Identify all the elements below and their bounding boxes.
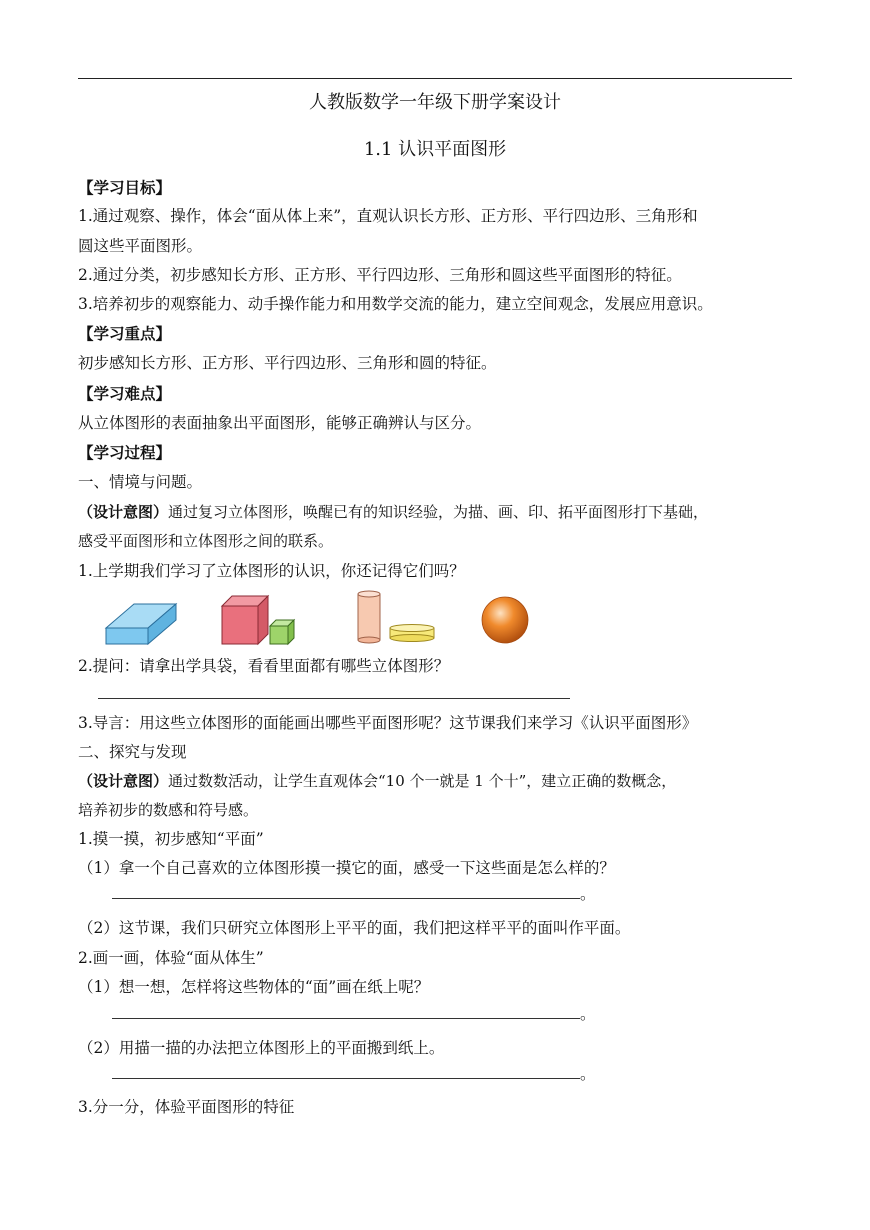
answer-blank-s2-2[interactable] xyxy=(112,1064,596,1084)
top-rule xyxy=(78,78,792,79)
design-note-1-line-b: 感受平面图形和立体图形之间的联系。 xyxy=(78,532,334,550)
answer-blank-q2[interactable] xyxy=(98,684,570,704)
step-1-item-1: （1）拿一个自己喜欢的立体图形摸一摸它的面，感受一下这些面是怎么样的？ xyxy=(78,859,615,877)
answer-blank-s1[interactable] xyxy=(112,884,596,904)
design-note-1-text-a: 通过复习立体图形，唤醒已有的知识经验，为描、画、印、拓平面图形打下基础， xyxy=(168,503,709,521)
step-2-item-1: （1）想一想，怎样将这些物体的“面”画在纸上呢？ xyxy=(78,978,430,996)
answer-line[interactable] xyxy=(112,884,580,899)
cuboid-icon xyxy=(106,604,176,644)
part-2-heading: 二、探究与发现 xyxy=(78,743,187,761)
answer-period: 。 xyxy=(580,1065,596,1083)
design-note-label: （设计意图） xyxy=(78,772,169,790)
design-note-2-line-a xyxy=(78,771,676,791)
key-points-heading: 【学习重点】 xyxy=(78,324,172,343)
design-note-label: （设计意图） xyxy=(78,503,169,521)
answer-blank-s2-1[interactable] xyxy=(112,1004,596,1024)
answer-period: 。 xyxy=(580,1005,596,1023)
cube-icon xyxy=(222,596,268,644)
goal-3: 3.培养初步的观察能力、动手操作能力和用数学交流的能力，建立空间观念，发展应用意识。 xyxy=(78,295,713,313)
question-3: 3.导言：用这些立体图形的面能画出哪些平面图形呢？这节课我们来学习《认识平面图形》 xyxy=(78,714,698,732)
step-3-heading: 3.分一分，体验平面图形的特征 xyxy=(78,1098,295,1116)
small-cube-icon xyxy=(270,620,294,644)
cylinder-icon xyxy=(358,591,380,643)
flat-cylinder-icon xyxy=(390,625,434,642)
step-1-heading: 1.摸一摸，初步感知“平面” xyxy=(78,830,264,848)
step-1-item-2: （2）这节课，我们只研究立体图形上平平的面，我们把这样平平的面叫作平面。 xyxy=(78,919,631,937)
process-heading: 【学习过程】 xyxy=(78,443,172,462)
design-note-2-text-a: 通过数数活动，让学生直观体会“10 个一就是 1 个十”，建立正确的数概念， xyxy=(168,772,677,790)
solid-figures-illustration xyxy=(100,588,560,650)
step-2-heading: 2.画一画，体验“面从体生” xyxy=(78,949,264,967)
sphere-icon xyxy=(482,597,528,643)
question-2: 2.提问：请拿出学具袋，看看里面都有哪些立体图形？ xyxy=(78,657,450,675)
goals-heading: 【学习目标】 xyxy=(78,178,172,197)
step-2-item-2: （2）用描一描的办法把立体图形上的平面搬到纸上。 xyxy=(78,1039,445,1057)
design-note-1-line-a xyxy=(78,502,708,522)
goal-2: 2.通过分类，初步感知长方形、正方形、平行四边形、三角形和圆这些平面图形的特征。 xyxy=(78,266,682,284)
difficulty-text: 从立体图形的表面抽象出平面图形，能够正确辨认与区分。 xyxy=(78,414,482,432)
design-note-2-line-b: 培养初步的数感和符号感。 xyxy=(78,801,259,819)
key-points-text: 初步感知长方形、正方形、平行四边形、三角形和圆的特征。 xyxy=(78,354,497,372)
answer-line[interactable] xyxy=(98,684,570,699)
part-1-heading: 一、情境与问题。 xyxy=(78,473,203,491)
doc-subtitle: 1.1 认识平面图形 xyxy=(363,139,507,160)
answer-period: 。 xyxy=(580,885,596,903)
goal-1-line-b: 圆这些平面图形。 xyxy=(78,237,203,255)
doc-title: 人教版数学一年级下册学案设计 xyxy=(309,92,561,113)
answer-line[interactable] xyxy=(112,1064,580,1079)
question-1: 1.上学期我们学习了立体图形的认识，你还记得它们吗？ xyxy=(78,562,465,580)
goal-1-line-a: 1.通过观察、操作，体会“面从体上来”，直观认识长方形、正方形、平行四边形、三角形和 xyxy=(78,207,698,225)
answer-line[interactable] xyxy=(112,1004,580,1019)
difficulty-heading: 【学习难点】 xyxy=(78,384,172,403)
